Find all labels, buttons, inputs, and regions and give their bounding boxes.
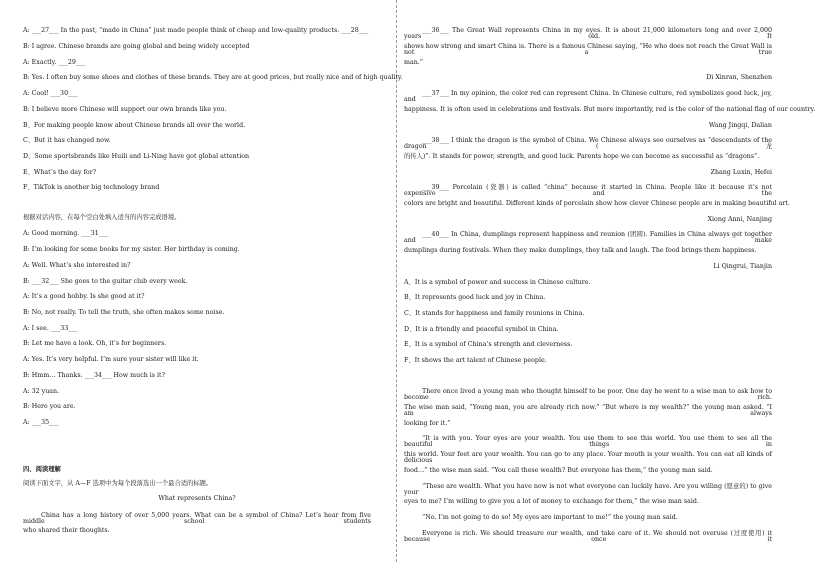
dialogue-line: B: No, not really. To tell the truth, she often makes some noise. (23, 309, 225, 316)
story-line: food…” the wise man said. “You call these wealth? But everyone has them,” the young man said. (404, 467, 713, 474)
option-line: C、It stands for happiness and family reunions in China. (404, 310, 585, 317)
paragraph-line: ___38___ I think the dragon is the symbol of China. We Chinese always see ourselves as “descendants of the dragon (龙 (404, 137, 772, 151)
passage-line: China has a long history of over 5,000 years. What can be a symbol of China? Let’s hear from five middle school students (23, 512, 371, 526)
option-line: F、It shows the art talent of Chinese people. (404, 357, 547, 364)
dialogue-line: B: I’m looking for some books for my sister. Her birthday is coming. (23, 246, 240, 253)
column-divider (396, 0, 397, 562)
dialogue-line: A: Well. What’s she interested in? (23, 262, 131, 269)
option-line: A、It is a symbol of power and success in Chinese culture. (404, 279, 591, 286)
option-line: D、Some sportsbrands like Huili and Li-Ning have got global attention (23, 153, 250, 160)
story-line: “It is with you. Your eyes are your wealth. You use them to see this world. You use them to see all the beautiful things in (404, 435, 772, 449)
passage-title: What represents China? (158, 495, 236, 502)
paragraph-line: colors are bright and beautiful. Different kinds of porcelain show how clever Chinese people are in making beautiful art. (404, 200, 790, 207)
section-instruction: 阅读下面文字，从 A—F 选项中为每个段落选出一个最合适的标题。 (23, 480, 213, 487)
paragraph-line: ___40___ In China, dumplings represent happiness and reunion (团圆). Families in China always get together and make (404, 231, 772, 245)
paragraph-line: happiness. It is often used in celebrations and festivals. But more importantly, red is the color of the national flag of our country. (404, 106, 815, 113)
paragraph-line: man.” (404, 59, 424, 66)
paragraph-line: ___36___ The Great Wall represents China in my eyes. It is about 21,000 kilometers long and over 2,000 years old. It (404, 27, 772, 41)
story-line: “No. I’m not going to do so! My eyes are important to me!” the young man said. (422, 514, 678, 521)
story-line: Everyone is rich. We should treasure our wealth, and take care of it. We should not overuse (过度使用) it because once it (404, 530, 772, 544)
dialogue-line: B: I agree. Chinese brands are going global and being widely accepted (23, 43, 250, 50)
right-column (404, 0, 815, 562)
dialogue-line: A: ___27___ In the past, “made in China” just made people think of cheap and low-quality products. ___28___ (23, 27, 369, 34)
story-line: The wise man said, “Young man, you are already rich now.” “But where is my wealth?” the young man asked. “I am always (404, 404, 772, 418)
story-line: this world. Your feet are your wealth. You can go to any place. Your mouth is your wealth. You can eat all kinds of delicious (404, 451, 772, 465)
option-line: E、What’s the day for? (23, 169, 97, 176)
option-line: F、TikTok is another big technology brand (23, 184, 160, 191)
signature: Wang Jingqi, Dalian (708, 122, 772, 129)
dialogue-line: B: Hmm… Thanks. ___34___ How much is it? (23, 372, 165, 379)
story-line: looking for it.” (404, 420, 451, 427)
option-line: D、It is a friendly and peaceful symbol in China. (404, 326, 559, 333)
option-line: C、But it has changed now. (23, 137, 111, 144)
option-line: E、It is a symbol of China’s strength and cleverness. (404, 341, 573, 348)
passage-line: who shared their thoughts. (23, 527, 110, 534)
dialogue-line: B: Here you are. (23, 403, 76, 410)
paragraph-line: dumplings during festivals. When they make dumplings, they talk and laugh. The food brings them happiness. (404, 247, 757, 254)
paragraph-line: ___39___ Porcelain (瓷器) is called “china” because it started in China. People like it because it’s not expensive and the (404, 184, 772, 198)
dialogue-line: B: I believe more Chinese will support our own brands like you. (23, 106, 227, 113)
story-line: eyes to me? I’m willing to give you a lot of money to exchange for them,” the wise man said. (404, 498, 699, 505)
section-instruction: 根据对话内容，在每个空白处填入适当的内容完成语境。 (23, 214, 181, 221)
dialogue-line: A: Cool! ___30___ (23, 90, 78, 97)
dialogue-line: A: I see. ___33___ (23, 325, 78, 332)
dialogue-line: A: It’s a good hobby. Is she good at it? (23, 293, 145, 300)
option-line: B、For making people know about Chinese brands all over the world. (23, 122, 246, 129)
option-line: B、It represents good luck and joy in China. (404, 294, 546, 301)
paragraph-line: ___37___ In my opinion, the color red can represent China. In Chinese culture, red symbolizes good luck, joy, and (404, 90, 772, 104)
dialogue-line: A: Yes. It’s very helpful. I’m sure your sister will like it. (23, 356, 199, 363)
dialogue-line: B: ___32___ She goes to the guitar club every week. (23, 278, 188, 285)
left-column (23, 0, 403, 562)
signature: Xiong Anni, Nanjing (707, 216, 772, 223)
dialogue-line: A: Good morning. ___31___ (23, 230, 109, 237)
signature: Zhang Luxin, Hefei (710, 169, 772, 176)
dialogue-line: A: Exactly. ___29___ (23, 59, 86, 66)
section-title: 四、阅读理解 (23, 466, 61, 473)
dialogue-line: A: 32 yuan. (23, 388, 60, 395)
dialogue-line: A: ___35___ (23, 419, 59, 426)
signature: Li Qingrui, Tianjin (713, 263, 772, 270)
dialogue-line: B: Yes. I often buy some shoes and clothes of these brands. They are at good prices, but really nice and of high quality. (23, 74, 403, 81)
paragraph-line: shows how strong and smart China is. There is a famous Chinese saying, “He who does not reach the Great Wall is not a true (404, 43, 772, 57)
dialogue-line: B: Let me have a look. Oh, it’s for beginners. (23, 340, 167, 347)
story-line: “These are wealth. What you have now is not what everyone can luckily have. Are you willing (愿意的) to give your (404, 483, 772, 497)
signature: Di Xinran, Shenzhen (706, 74, 772, 81)
paragraph-line: 的传人)”. It stands for power, strength, and good luck. Parents hope we can become as successful as “dragons”. (404, 153, 760, 160)
story-line: There once lived a young man who thought himself to be poor. One day he went to a wise man to ask how to become rich. (404, 388, 772, 402)
